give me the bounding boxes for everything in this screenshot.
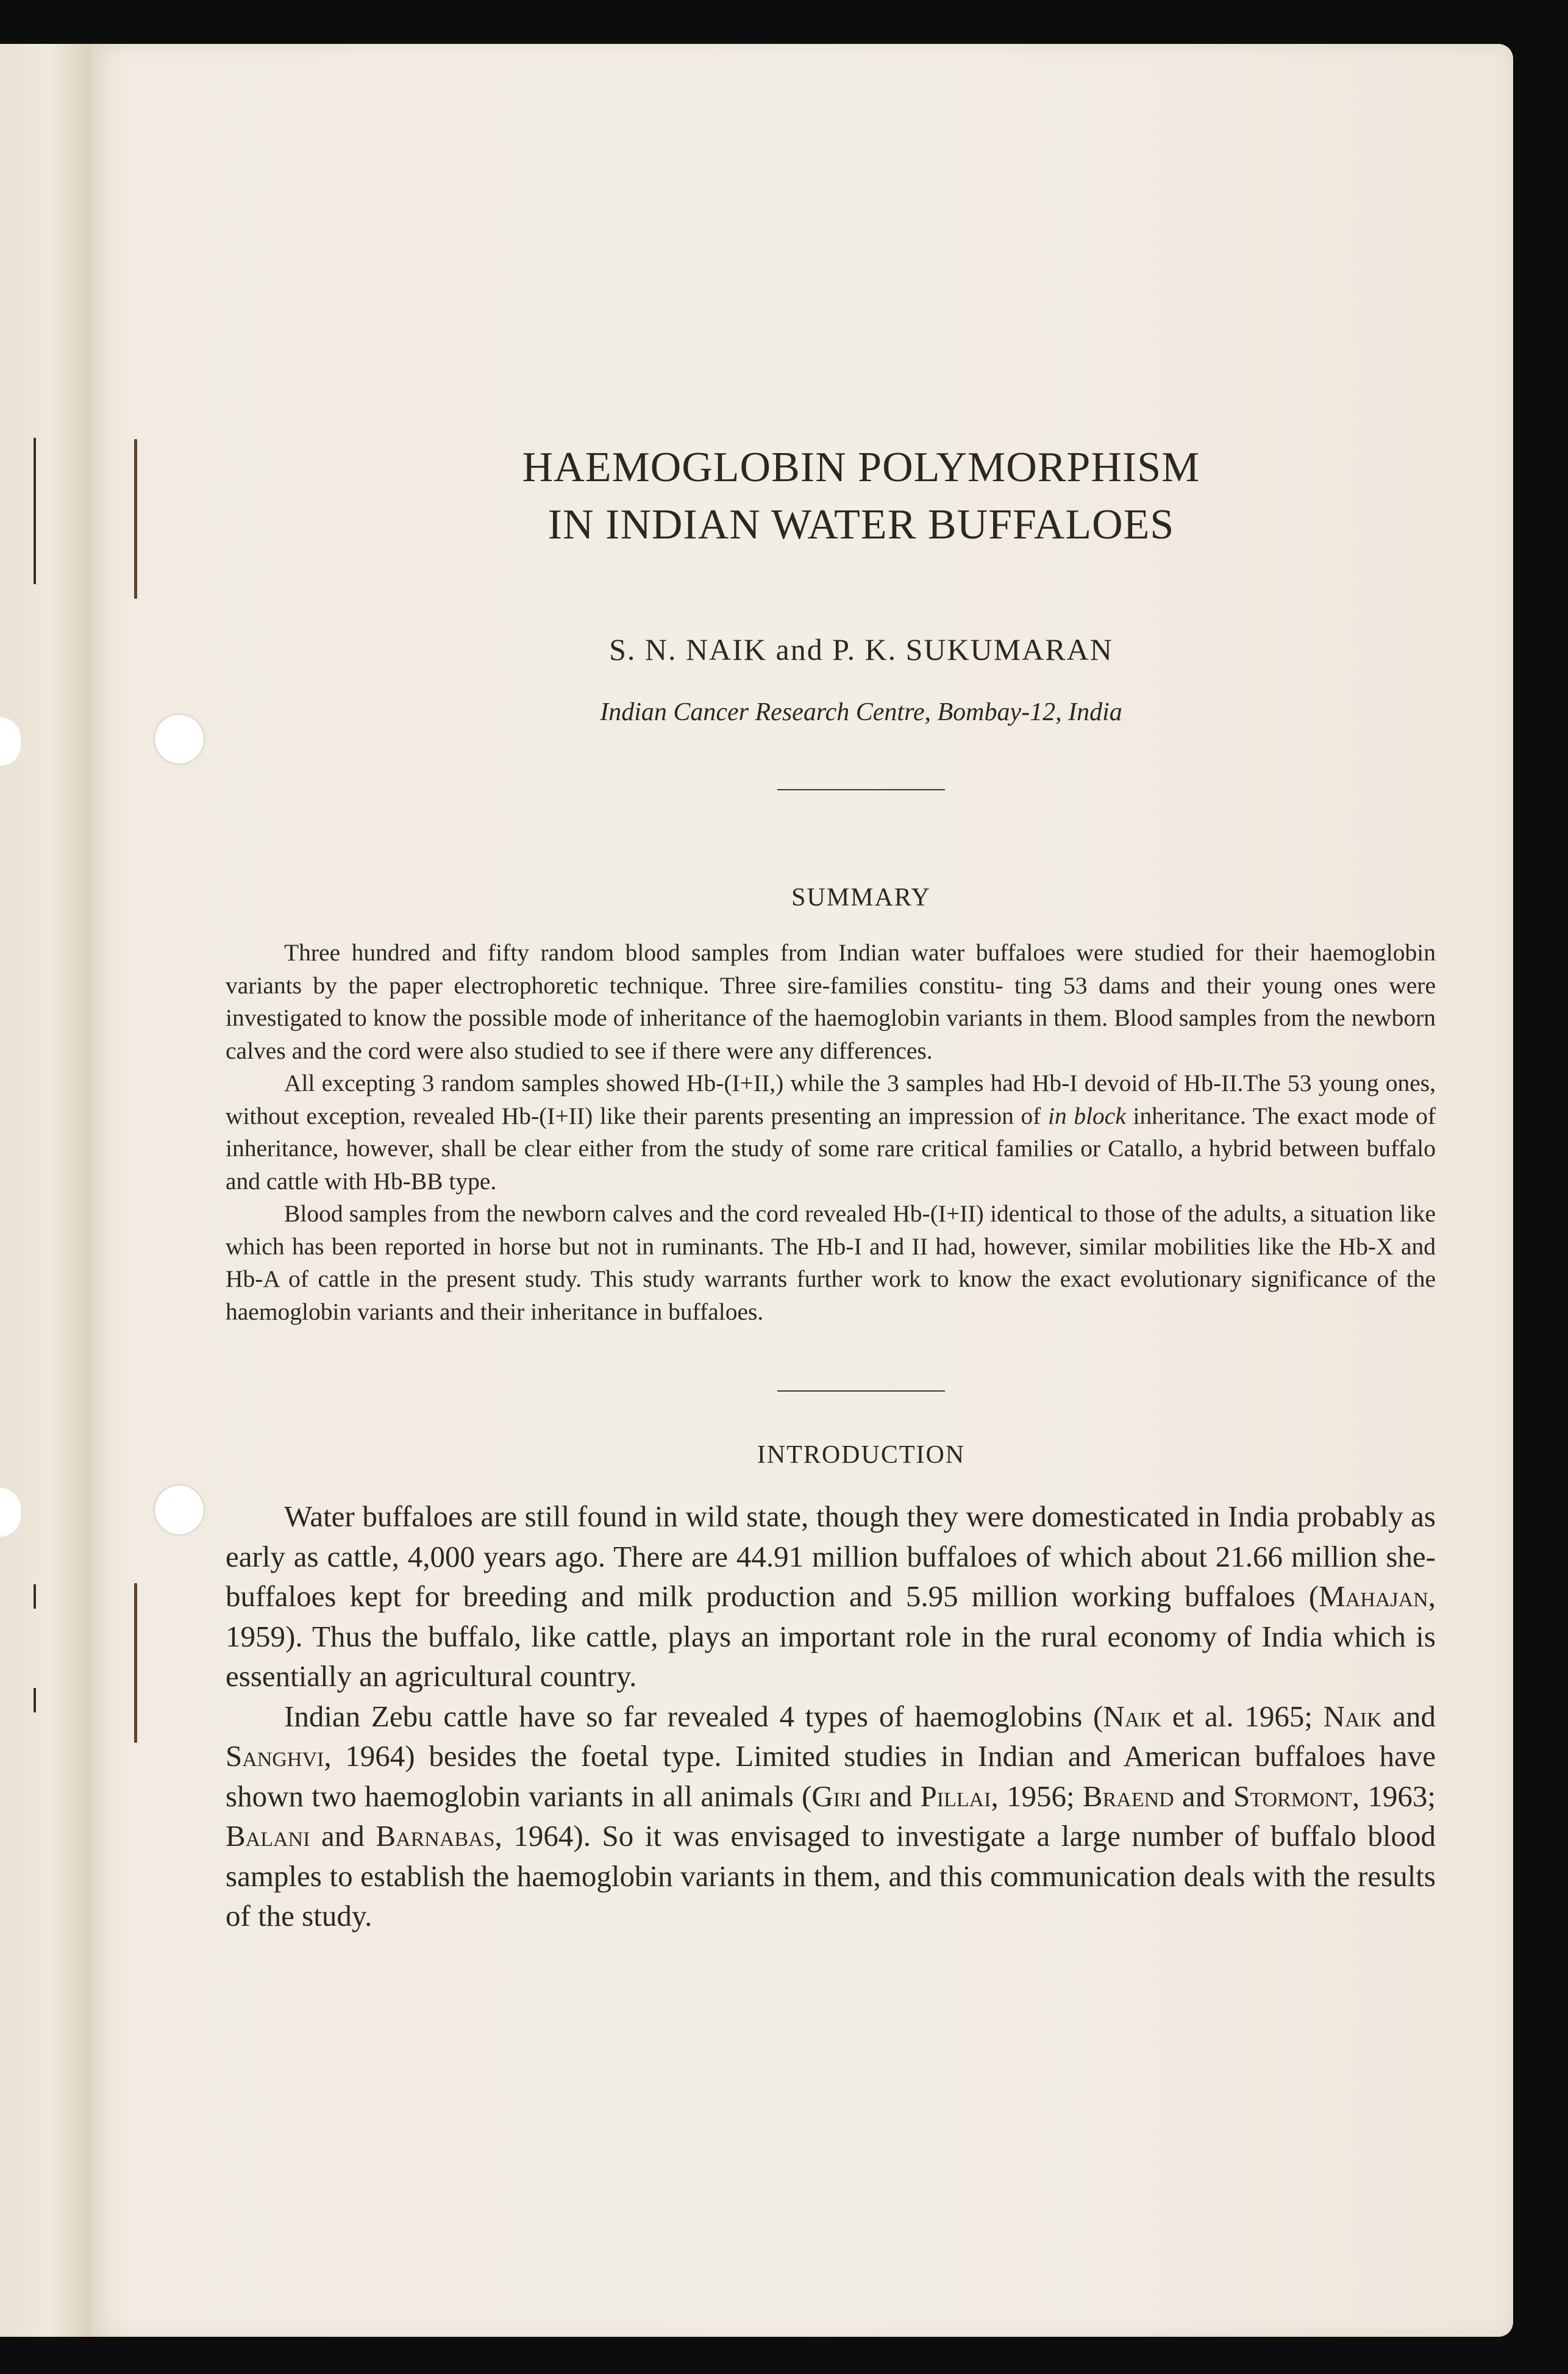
- intro-p1-text-b: , 1959). Thus the buffalo, like cattle, plays an important role in the rural economy of India which is essentially an agricultural country.: [226, 1579, 1436, 1693]
- citation-naik-1: Naik: [1103, 1699, 1162, 1733]
- title-line-1: HAEMOGLOBIN POLYMORPHISM: [522, 444, 1200, 491]
- introduction-body: [226, 1496, 1436, 1936]
- intro-p2-text-b: et al. 1965;: [1161, 1699, 1324, 1733]
- summary-body: [226, 937, 1436, 1328]
- intro-p2-text-j: , 1964). So it was envisaged to investigate a large number of buffalo blood samples to establish the haemoglobin variants in them, and this communication deals with the results of the study.: [226, 1819, 1436, 1932]
- edge-mark-2: [34, 1584, 36, 1609]
- facing-page-edge: [0, 44, 93, 2337]
- binding-stitch-top: [134, 439, 137, 599]
- introduction-paragraph-2: [226, 1696, 1436, 1936]
- citation-giri: Giri: [811, 1779, 861, 1813]
- summary-p2-italic: in block: [1047, 1102, 1126, 1129]
- punch-hole-top: [155, 715, 204, 763]
- citation-barnabas: Barnabas: [376, 1819, 495, 1853]
- intro-p2-text-a: Indian Zebu cattle have so far revealed 4 types of haemoglobins (: [284, 1699, 1103, 1733]
- introduction-heading: INTRODUCTION: [757, 1441, 966, 1469]
- citation-sanghvi: Sanghvi: [226, 1739, 324, 1773]
- article-title: [256, 439, 1466, 554]
- edge-mark-3: [34, 1688, 36, 1712]
- citation-stormont: Stormont: [1233, 1779, 1352, 1813]
- author-line: S. N. NAIK and P. K. SUKUMARAN: [609, 632, 1113, 667]
- summary-p2-text-a: All excepting 3 random samples showed Hb-(I+II,) while the 3 samples had Hb-I devoid of Hb-II.The 53 young ones, without exception, revealed Hb-(I+II) like their parents presenting an impression of: [226, 1070, 1436, 1129]
- intro-p2-text-d: , 1964) besides the foetal type. Limited studies in Indian and American buffaloes have shown two haemoglobin variants in all animals (: [226, 1739, 1436, 1813]
- summary-heading: SUMMARY: [791, 884, 931, 912]
- summary-paragraph-1: Three hundred and fifty random blood samples from Indian water buffaloes were studied for their haemoglobin variants by the paper electrophoretic technique. Three sire-families constitu- ting 53 dams and their young ones were investigated to know the possible mode of inheritance of the haemoglobin variants in them. Blood samples from the newborn calves and the cord were also studied to see if there were any differences.: [226, 939, 1436, 1064]
- affiliation-line: Indian Cancer Research Centre, Bombay-12, India: [600, 698, 1122, 726]
- summary-divider-rule: [777, 1390, 945, 1392]
- intro-p2-text-i: and: [310, 1819, 376, 1853]
- intro-p2-text-h: , 1963;: [1352, 1779, 1436, 1813]
- summary-paragraph-3: Blood samples from the newborn calves and the cord revealed Hb-(I+II) identical to those of the adults, a situation like which has been reported in horse but not in ruminants. The Hb-I and II had, however, similar mobilities like the Hb-X and Hb-A of cattle in the present study. This study warrants further work to know the exact evolutionary significance of the haemoglobin variants and their inheritance in buffaloes.: [226, 1200, 1436, 1325]
- citation-naik-2: Naik: [1323, 1699, 1382, 1733]
- summary-p2-text-b: inheritance. The exact mode of inheritance, however, shall be clear either from the study of some rare critical families or Catallo, a hybrid between buffalo and cattle with Hb-BB type.: [226, 1102, 1436, 1195]
- punch-hole-bottom: [155, 1486, 204, 1534]
- citation-braend: Braend: [1082, 1779, 1174, 1813]
- citation-balani: Balani: [226, 1819, 310, 1853]
- citation-mahajan: Mahajan: [1319, 1579, 1428, 1613]
- intro-p2-text-c: and: [1381, 1699, 1436, 1733]
- binding-stitch-bottom: [134, 1583, 137, 1743]
- intro-p2-text-g: and: [1174, 1779, 1234, 1813]
- citation-pillai: Pillai: [920, 1779, 991, 1813]
- article-content: [226, 439, 1436, 1936]
- edge-mark-1: [34, 438, 36, 584]
- title-line-2: IN INDIAN WATER BUFFALOES: [547, 501, 1175, 548]
- summary-paragraph-2: [226, 1067, 1436, 1198]
- intro-p2-text-e: and: [861, 1779, 921, 1813]
- title-divider-rule: [777, 789, 945, 790]
- intro-p2-text-f: , 1956;: [991, 1779, 1083, 1813]
- introduction-paragraph-1: [226, 1496, 1436, 1696]
- intro-p1-text-a: Water buffaloes are still found in wild state, though they were domesticated in India probably as early as cattle, 4,000 years ago. There are 44.91 million buffaloes of which about 21.66 million she-buffaloes kept for breeding and milk production and 5.95 million working buffaloes (: [226, 1500, 1436, 1613]
